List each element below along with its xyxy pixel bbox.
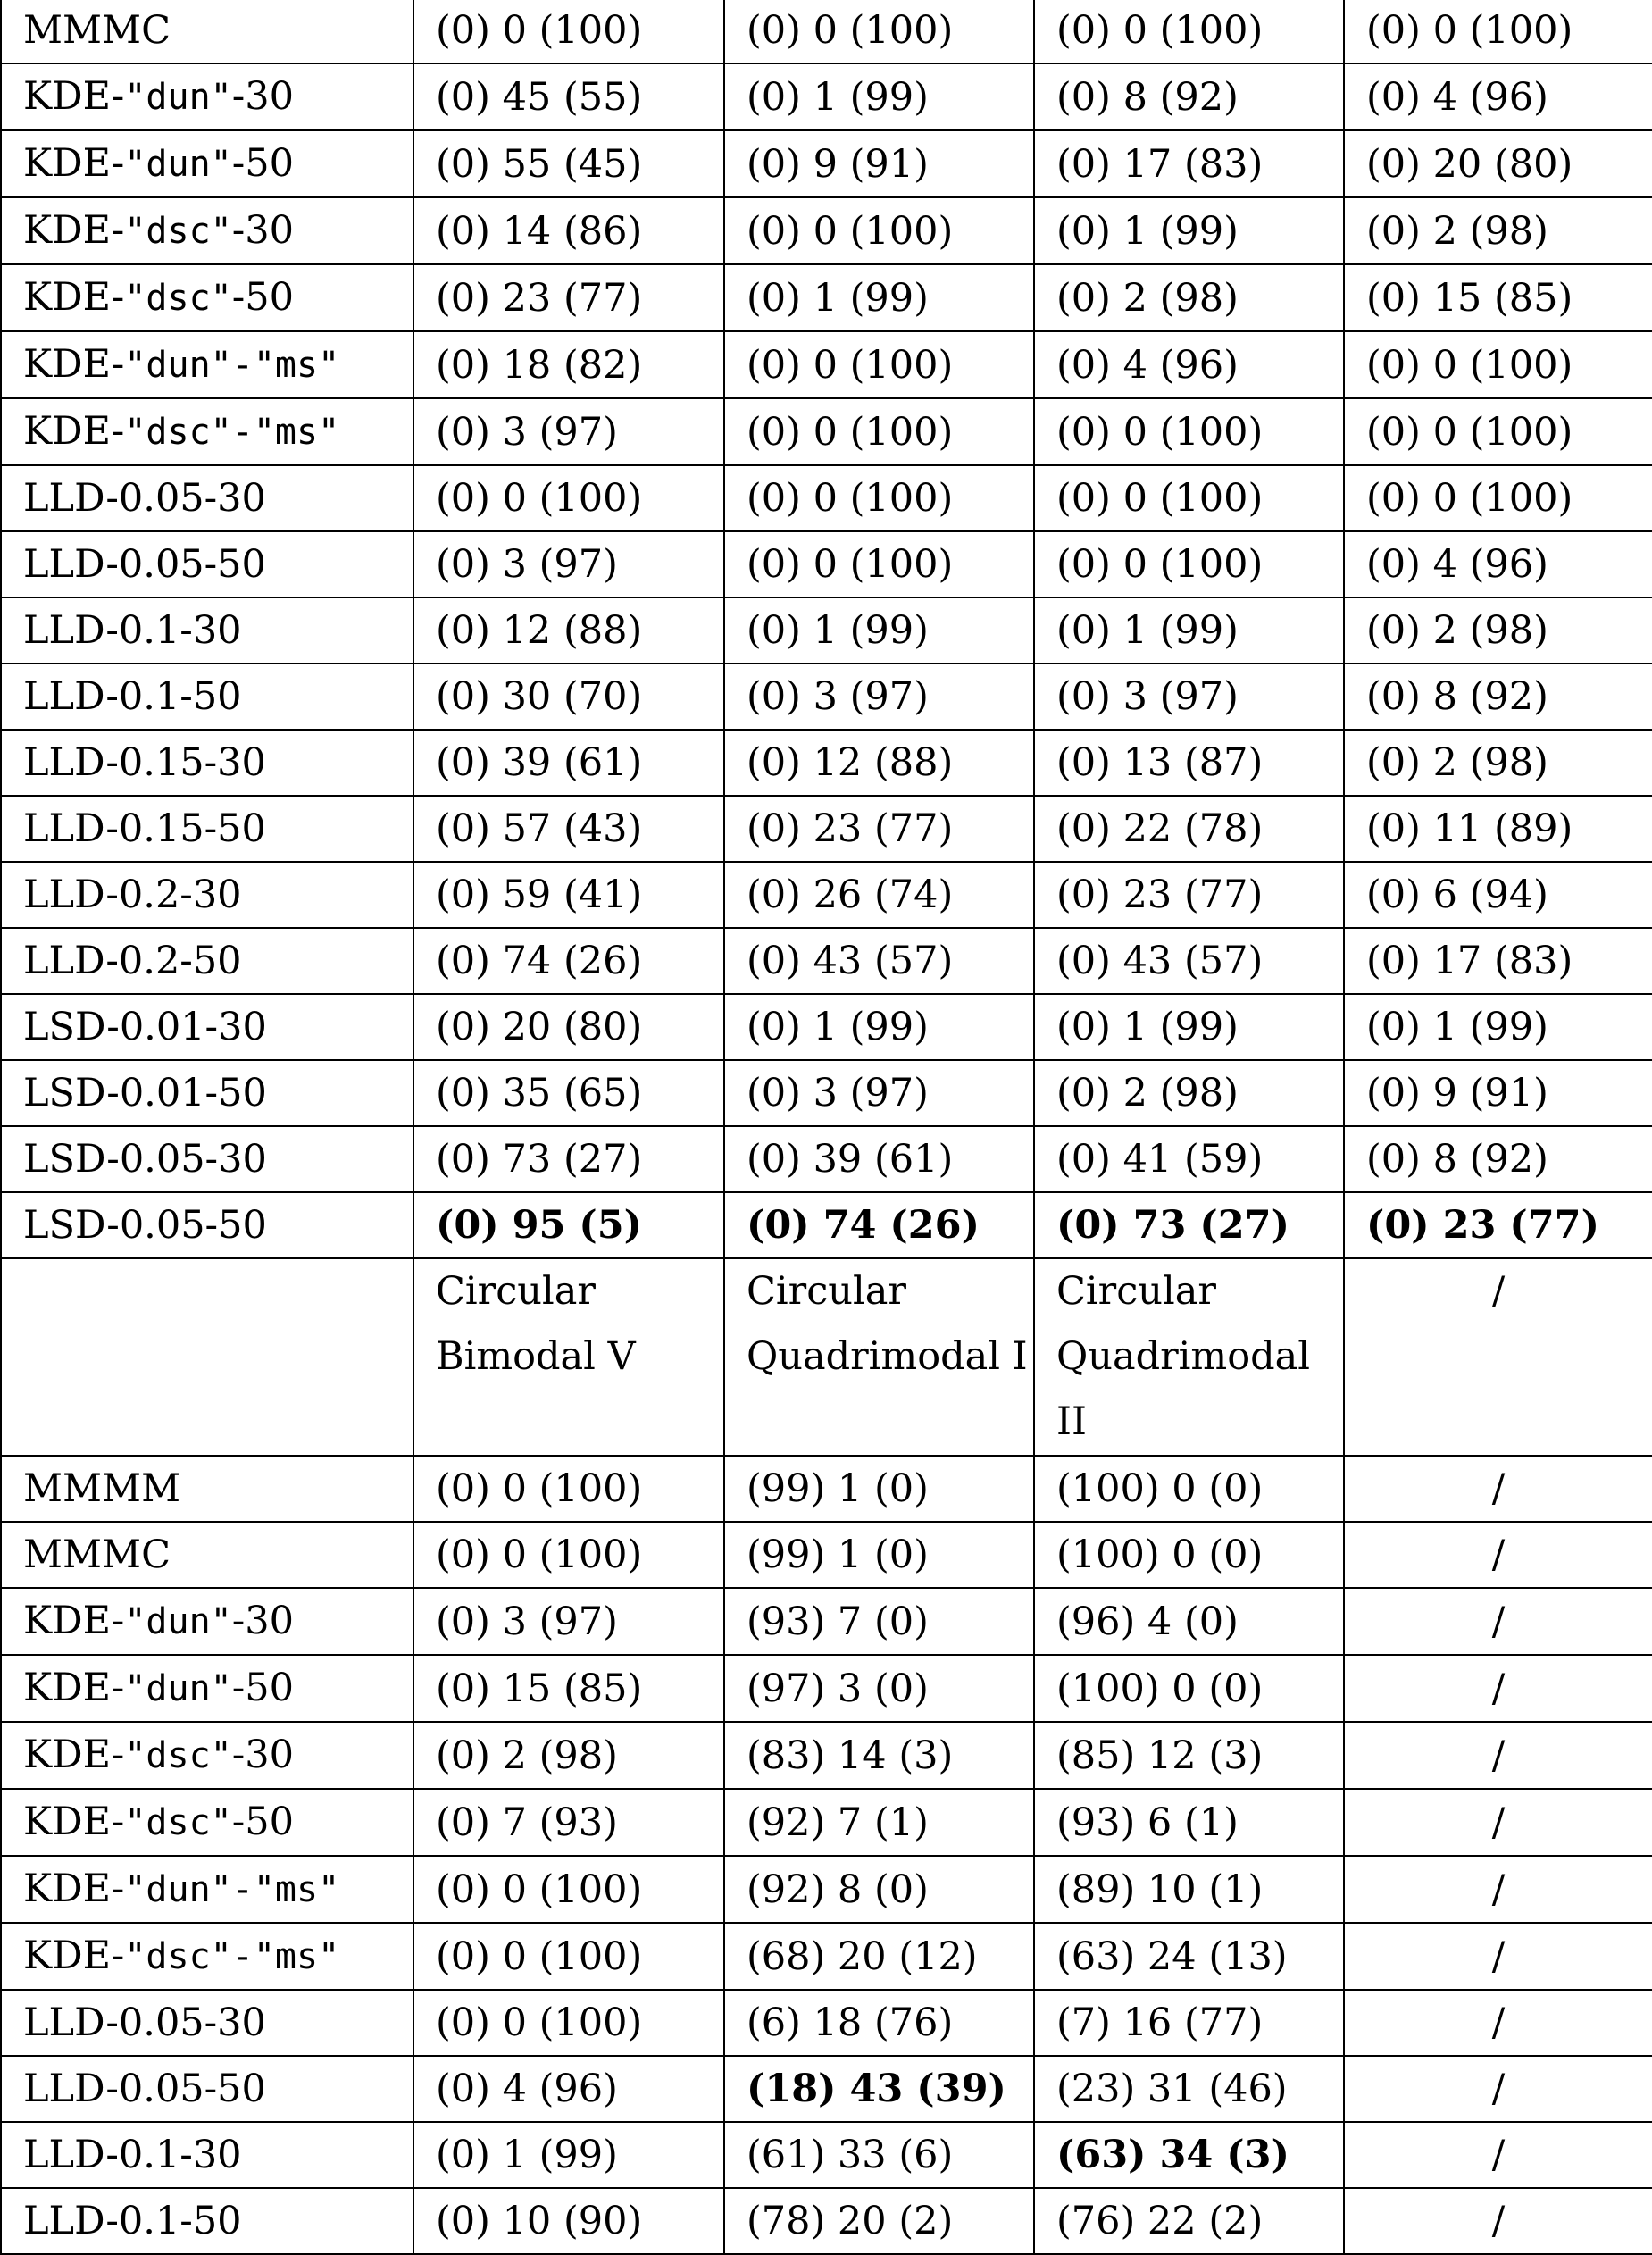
row-label [1,1655,413,1722]
table-cell: (0) 74 (26) [724,1192,1034,1258]
row-label-part: "dun"-"ms" [124,345,340,386]
table-cell: (0) 0 (100) [413,1522,724,1588]
row-label-part: MMMM [23,1466,181,1511]
table-cell: (0) 0 (100) [1344,331,1652,398]
table-row [1,1060,1652,1126]
table-cell: (68) 20 (12) [724,1923,1034,1990]
table-cell: (0) 20 (80) [1344,130,1652,197]
row-label [1,1126,413,1192]
table-row [1,862,1652,928]
table-cell: (7) 16 (77) [1034,1990,1344,2056]
row-label [1,1258,413,1456]
table-cell: (0) 3 (97) [724,664,1034,730]
row-label-part: -30 [231,1599,294,1643]
row-label-part: "dun"-"ms" [124,1869,340,1910]
table-cell: (0) 73 (27) [1034,1192,1344,1258]
table-cell: / [1344,2122,1652,2188]
row-label-part: LLD-0.15-50 [23,806,266,851]
row-label-part: -50 [231,1666,294,1710]
row-label-part: "dun" [124,1601,232,1642]
table-cell: (0) 3 (97) [724,1060,1034,1126]
row-label-part: -30 [231,74,294,119]
table-cell: / [1344,1789,1652,1856]
row-label-part: KDE- [23,409,125,454]
table-cell: (0) 7 (93) [413,1789,724,1856]
table-cell: (0) 17 (83) [1034,130,1344,197]
row-label [1,1522,413,1588]
row-label [1,398,413,465]
table-row [1,597,1652,664]
table-cell: / [1344,1856,1652,1923]
row-label [1,730,413,796]
table-cell: (0) 9 (91) [724,130,1034,197]
row-label [1,531,413,597]
table-row [1,928,1652,994]
row-label [1,796,413,862]
table-cell: (0) 0 (100) [724,0,1034,63]
row-label-part: LSD-0.05-50 [23,1203,267,1248]
table-cell: (0) 1 (99) [724,63,1034,130]
row-label [1,2056,413,2122]
table-cell: (92) 8 (0) [724,1856,1034,1923]
table-cell: / [1344,2056,1652,2122]
row-label-part: -30 [231,208,294,253]
table-cell: (76) 22 (2) [1034,2188,1344,2254]
table-cell: (0) 1 (99) [1344,994,1652,1060]
row-label-part: LLD-0.05-30 [23,2000,266,2045]
table-row [1,1588,1652,1655]
row-label-part: -50 [231,1800,294,1844]
table-cell: (63) 24 (13) [1034,1923,1344,1990]
row-label-part: "dun" [124,1668,232,1709]
row-label [1,2188,413,2254]
row-label-part: LSD-0.05-30 [23,1137,267,1182]
table-cell: (0) 3 (97) [413,531,724,597]
table-cell: (0) 1 (99) [724,264,1034,331]
table-cell: (0) 73 (27) [413,1126,724,1192]
table-row [1,1722,1652,1789]
row-label [1,264,413,331]
table-row [1,398,1652,465]
table-cell: (100) 0 (0) [1034,1456,1344,1522]
row-label-part: LSD-0.01-50 [23,1071,267,1115]
row-label [1,2122,413,2188]
table-row [1,1990,1652,2056]
table-cell: / [1344,1588,1652,1655]
column-header: Circular Quadrimodal I [724,1258,1034,1456]
row-label-part: LLD-0.15-30 [23,740,266,785]
table-cell: (0) 2 (98) [1034,264,1344,331]
table-cell: (0) 2 (98) [1344,597,1652,664]
table-cell: (0) 43 (57) [724,928,1034,994]
row-label [1,1789,413,1856]
table-cell: / [1344,1923,1652,1990]
table-row [1,1923,1652,1990]
table-header-row [1,1258,1652,1456]
table-cell: (0) 41 (59) [1034,1126,1344,1192]
table-cell: (0) 23 (77) [1034,862,1344,928]
table-cell: (93) 7 (0) [724,1588,1034,1655]
table-cell: (83) 14 (3) [724,1722,1034,1789]
table-cell: / [1344,1522,1652,1588]
row-label [1,1060,413,1126]
table-cell: (0) 12 (88) [724,730,1034,796]
table-cell: (0) 0 (100) [1344,465,1652,531]
table-cell: (0) 59 (41) [413,862,724,928]
row-label [1,130,413,197]
table-cell: (0) 0 (100) [413,1856,724,1923]
row-label-part: KDE- [23,275,125,320]
table-cell: (0) 0 (100) [413,465,724,531]
table-cell: (0) 1 (99) [413,2122,724,2188]
table-cell: (78) 20 (2) [724,2188,1034,2254]
row-label-part: -50 [231,275,294,320]
table-cell: (0) 4 (96) [413,2056,724,2122]
table-cell: (0) 8 (92) [1034,63,1344,130]
row-label-part: KDE- [23,1800,125,1844]
column-header: Circular Quadrimodal II [1034,1258,1344,1456]
table-cell: (0) 0 (100) [724,398,1034,465]
table-row [1,2188,1652,2254]
table-cell: (92) 7 (1) [724,1789,1034,1856]
row-label-part: KDE- [23,1733,125,1777]
row-label [1,1990,413,2056]
table-cell: (0) 6 (94) [1344,862,1652,928]
table-cell: (0) 1 (99) [1034,597,1344,664]
row-label-part: -50 [231,141,294,186]
table-row [1,664,1652,730]
table-cell: (0) 23 (77) [1344,1192,1652,1258]
row-label-part: LLD-0.1-30 [23,608,242,653]
table-cell: (97) 3 (0) [724,1655,1034,1722]
table-cell: (0) 2 (98) [1034,1060,1344,1126]
table-cell: (0) 43 (57) [1034,928,1344,994]
row-label-part: LLD-0.05-50 [23,542,266,587]
table-row [1,796,1652,862]
row-label [1,1856,413,1923]
row-label [1,331,413,398]
row-label-part: "dsc" [124,278,232,319]
table-cell: (61) 33 (6) [724,2122,1034,2188]
table-cell: (99) 1 (0) [724,1456,1034,1522]
row-label [1,597,413,664]
table-row [1,2056,1652,2122]
table-cell: (0) 23 (77) [413,264,724,331]
table-cell: (0) 17 (83) [1344,928,1652,994]
row-label [1,1456,413,1522]
table-cell: (0) 15 (85) [413,1655,724,1722]
row-label-part: LLD-0.2-30 [23,873,242,917]
table-cell: (0) 12 (88) [413,597,724,664]
row-label-part: "dun" [124,77,232,118]
row-label [1,197,413,264]
table-cell: (23) 31 (46) [1034,2056,1344,2122]
row-label-part: LLD-0.1-50 [23,674,242,719]
table-cell: (0) 0 (100) [1344,398,1652,465]
column-header: Circular Bimodal V [413,1258,724,1456]
column-header: / [1344,1258,1652,1456]
table-cell: (0) 4 (96) [1344,63,1652,130]
row-label [1,1588,413,1655]
table-cell: (0) 0 (100) [1034,0,1344,63]
table-cell: (0) 11 (89) [1344,796,1652,862]
row-label-part: "dsc" [124,1735,232,1776]
table-cell: / [1344,1456,1652,1522]
table-row [1,331,1652,398]
table-cell: (0) 23 (77) [724,796,1034,862]
table-cell: (0) 3 (97) [413,398,724,465]
table-cell: (0) 1 (99) [1034,994,1344,1060]
table-cell: (0) 30 (70) [413,664,724,730]
table-cell: (100) 0 (0) [1034,1655,1344,1722]
table-cell: (0) 0 (100) [724,465,1034,531]
table-cell: (85) 12 (3) [1034,1722,1344,1789]
table-row [1,730,1652,796]
row-label-part: LLD-0.1-30 [23,2133,242,2177]
table-cell: (0) 13 (87) [1034,730,1344,796]
row-label-part: KDE- [23,1599,125,1643]
row-label-part: KDE- [23,1666,125,1710]
table-cell: (0) 74 (26) [413,928,724,994]
table-cell: (0) 22 (78) [1034,796,1344,862]
row-label-part: KDE- [23,208,125,253]
row-label [1,664,413,730]
row-label-part: LLD-0.05-30 [23,476,266,521]
table-row [1,994,1652,1060]
table-cell: (0) 1 (99) [724,597,1034,664]
table-cell: (0) 3 (97) [1034,664,1344,730]
table-cell: (0) 2 (98) [1344,197,1652,264]
table-cell: (63) 34 (3) [1034,2122,1344,2188]
row-label [1,1192,413,1258]
row-label-part: "dsc" [124,211,232,252]
table-cell: (0) 3 (97) [413,1588,724,1655]
table-row [1,0,1652,63]
table-row [1,1655,1652,1722]
table-cell: (0) 20 (80) [413,994,724,1060]
table-row [1,1126,1652,1192]
table-cell: (0) 95 (5) [413,1192,724,1258]
table-row [1,264,1652,331]
table-cell: (0) 4 (96) [1034,331,1344,398]
row-label [1,0,413,63]
table-row [1,465,1652,531]
row-label [1,465,413,531]
row-label-part: "dsc" [124,1802,232,1843]
table-cell: (0) 2 (98) [1344,730,1652,796]
table-cell: (0) 0 (100) [413,1990,724,2056]
row-label-part: "dsc"-"ms" [124,1936,340,1977]
table-row [1,1856,1652,1923]
table-cell: (0) 10 (90) [413,2188,724,2254]
table-row [1,1456,1652,1522]
row-label [1,928,413,994]
table-cell: (6) 18 (76) [724,1990,1034,2056]
table-cell: (0) 0 (100) [724,331,1034,398]
row-label-part: MMMC [23,1533,171,1577]
table-row [1,63,1652,130]
table-cell: (0) 1 (99) [1034,197,1344,264]
table-cell: (0) 45 (55) [413,63,724,130]
table-cell: (0) 0 (100) [413,1456,724,1522]
table-row [1,1522,1652,1588]
table-cell: / [1344,1655,1652,1722]
table-cell: (0) 8 (92) [1344,1126,1652,1192]
table-cell: (0) 0 (100) [413,0,724,63]
row-label-part: LLD-0.2-50 [23,939,242,983]
row-label-part: KDE- [23,141,125,186]
row-label-part: LLD-0.05-50 [23,2067,266,2111]
table-cell: (0) 0 (100) [1034,465,1344,531]
row-label-part: KDE- [23,342,125,387]
table-cell: (0) 35 (65) [413,1060,724,1126]
table-cell: (89) 10 (1) [1034,1856,1344,1923]
table-cell: (0) 1 (99) [724,994,1034,1060]
row-label [1,1722,413,1789]
table-cell: (0) 0 (100) [724,197,1034,264]
table-row [1,531,1652,597]
row-label-part: KDE- [23,1933,125,1978]
table-cell: (0) 4 (96) [1344,531,1652,597]
table-cell: (0) 39 (61) [413,730,724,796]
table-row [1,197,1652,264]
table-cell: (0) 18 (82) [413,331,724,398]
table-row [1,2122,1652,2188]
row-label [1,1923,413,1990]
table-cell: (0) 57 (43) [413,796,724,862]
row-label-part: "dun" [124,144,232,185]
table-cell: (100) 0 (0) [1034,1522,1344,1588]
row-label [1,994,413,1060]
row-label-part: -30 [231,1733,294,1777]
row-label [1,63,413,130]
table-cell: (0) 0 (100) [413,1923,724,1990]
table-cell: (18) 43 (39) [724,2056,1034,2122]
table-cell: (0) 14 (86) [413,197,724,264]
row-label-part: KDE- [23,74,125,119]
table-cell: (0) 26 (74) [724,862,1034,928]
table-cell: / [1344,1722,1652,1789]
table-cell: (0) 39 (61) [724,1126,1034,1192]
table-row [1,1192,1652,1258]
table-cell: / [1344,2188,1652,2254]
table-cell: / [1344,1990,1652,2056]
table-cell: (0) 8 (92) [1344,664,1652,730]
row-label-part: KDE- [23,1867,125,1911]
table-cell: (96) 4 (0) [1034,1588,1344,1655]
table-row [1,1789,1652,1856]
row-label-part: "dsc"-"ms" [124,412,340,453]
table-cell: (0) 0 (100) [1034,531,1344,597]
table-cell: (0) 0 (100) [1344,0,1652,63]
table-cell: (0) 15 (85) [1344,264,1652,331]
row-label-part: MMMC [23,8,171,53]
table-cell: (0) 0 (100) [1034,398,1344,465]
table-cell: (0) 9 (91) [1344,1060,1652,1126]
results-table-body [1,0,1652,2254]
table-cell: (0) 55 (45) [413,130,724,197]
table-row [1,130,1652,197]
table-cell: (93) 6 (1) [1034,1789,1344,1856]
table-cell: (0) 0 (100) [724,531,1034,597]
row-label-part: LSD-0.01-30 [23,1005,267,1049]
row-label-part: LLD-0.1-50 [23,2199,242,2243]
table-cell: (0) 2 (98) [413,1722,724,1789]
row-label [1,862,413,928]
table-cell: (99) 1 (0) [724,1522,1034,1588]
